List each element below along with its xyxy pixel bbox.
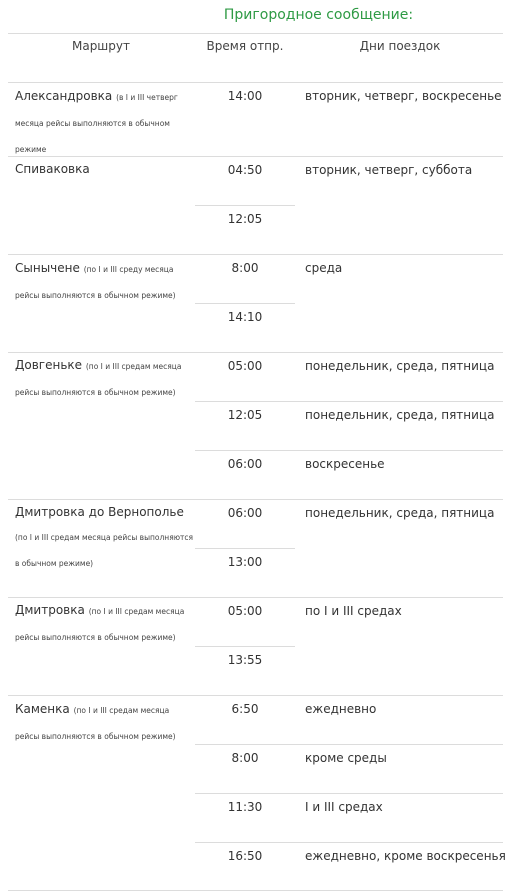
header-route: Маршрут	[71, 39, 130, 53]
header-days: Дни поездок	[359, 39, 441, 53]
route-name: Дмитровка	[15, 603, 85, 617]
header-time: Время отпр.	[206, 39, 284, 53]
departure-days: вторник, четверг, суббота	[305, 163, 473, 177]
route-name: Александровка	[15, 89, 113, 103]
route-cell	[15, 256, 195, 308]
route-cell	[15, 697, 195, 749]
row-divider	[195, 744, 503, 745]
departure-days: воскресенье	[305, 457, 385, 471]
page-title: Пригородное сообщение:	[223, 7, 414, 23]
header-bottom-border	[8, 82, 503, 83]
row-divider	[195, 450, 503, 451]
departure-time: 14:10	[227, 310, 263, 324]
route-cell	[15, 84, 195, 162]
departure-time: 04:50	[227, 163, 263, 177]
time-divider	[195, 646, 295, 647]
departure-days: понедельник, среда, пятница	[305, 506, 495, 520]
departure-days: понедельник, среда, пятница	[305, 359, 495, 373]
departure-time: 8:00	[231, 751, 259, 765]
table-top-border	[8, 33, 503, 34]
route-name: Сынычене	[15, 261, 80, 275]
departure-time: 14:00	[227, 89, 263, 103]
departure-days: ежедневно	[305, 702, 377, 716]
departure-time: 06:00	[227, 457, 263, 471]
time-divider	[195, 205, 295, 206]
route-note: (по I и III среду месяца рейсы выполняются в обычном режиме)	[15, 265, 176, 300]
departure-time: 11:30	[227, 800, 263, 814]
departure-time: 12:05	[227, 212, 263, 226]
departure-days: I и III средах	[305, 800, 383, 814]
departure-time: 16:50	[227, 849, 263, 863]
row-divider	[195, 842, 503, 843]
route-name: Каменка	[15, 702, 70, 716]
route-name: Довгеньке	[15, 358, 83, 372]
departure-time: 13:00	[227, 555, 263, 569]
departure-time: 8:00	[231, 261, 259, 275]
time-divider	[195, 548, 295, 549]
departure-time: 12:05	[227, 408, 263, 422]
row-divider	[195, 401, 503, 402]
route-note: (в I и III четверг месяца рейсы выполняются в обычном режиме	[15, 93, 178, 154]
route-name: Спиваковка	[15, 162, 90, 176]
departure-time: 6:50	[231, 702, 259, 716]
departure-time: 05:00	[227, 604, 263, 618]
route-note: (по I и III средам месяца рейсы выполняются в обычном режиме)	[15, 533, 194, 568]
departure-time: 13:55	[227, 653, 263, 667]
departure-days: среда	[305, 261, 343, 275]
departure-days: понедельник, среда, пятница	[305, 408, 495, 422]
route-cell	[15, 353, 195, 405]
route-note: (по I и III средам месяца рейсы выполняются в обычном режиме)	[15, 706, 176, 741]
route-cell	[15, 598, 195, 650]
departure-days: кроме среды	[305, 751, 387, 765]
route-divider	[8, 695, 503, 696]
departure-time: 05:00	[227, 359, 263, 373]
departure-time: 06:00	[227, 506, 263, 520]
route-cell	[15, 157, 195, 181]
departure-days: по I и III средах	[305, 604, 402, 618]
route-note: (по I и III средам месяца рейсы выполняются в обычном режиме)	[15, 607, 185, 642]
departure-days: вторник, четверг, воскресенье	[305, 89, 502, 103]
table-bottom-border	[8, 890, 503, 891]
route-divider	[8, 254, 503, 255]
departure-days: ежедневно, кроме воскресенья	[305, 849, 506, 863]
row-divider	[195, 793, 503, 794]
route-note: (по I и III средам месяца рейсы выполняются в обычном режиме)	[15, 362, 182, 397]
route-name: Дмитровка до Вернополье	[15, 505, 184, 519]
time-divider	[195, 303, 295, 304]
route-cell	[15, 500, 195, 576]
